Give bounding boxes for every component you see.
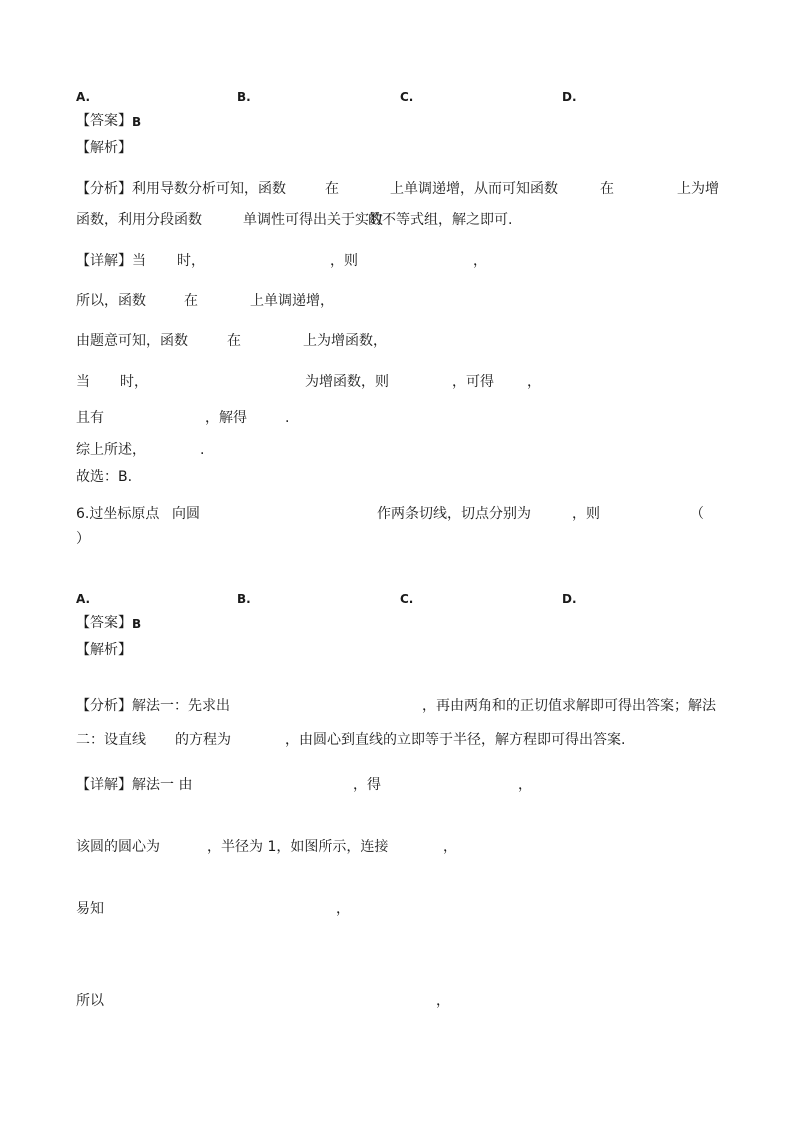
- q5-fenxi-text: 在: [600, 181, 614, 197]
- q6-detail-text: 该圆的圆心为: [76, 839, 160, 855]
- q5-answer-value: B: [132, 115, 142, 129]
- q6-analysis-label: 【解析】: [76, 642, 132, 658]
- q6-detail-text: ，半径为 1，如图所示，连接: [207, 839, 389, 855]
- q5-fenxi-text: 在: [325, 181, 339, 197]
- q5-fenxi-text: 单调性可得出关于实数: [243, 212, 383, 228]
- q5-fenxi-text: 的不等式组，解之即可.: [368, 212, 513, 228]
- q5-detail-text: 由题意可知，函数: [76, 333, 188, 349]
- q6-fenxi-text: ，由圆心到直线的立即等于半径，解方程即可得出答案.: [285, 732, 626, 748]
- q5-detail-text: 上为增函数，: [303, 333, 387, 349]
- q5-option-c: C.: [400, 90, 414, 104]
- q5-detail-text: .: [200, 442, 205, 458]
- q6-stem-text: 向圆: [172, 506, 200, 522]
- q6-fenxi-text: ，再由两角和的正切值求解即可得出答案；解法: [422, 698, 716, 714]
- q6-detail-text: ，: [336, 901, 350, 917]
- q5-option-d: D.: [562, 90, 577, 104]
- q5-fenxi-text: 【分析】利用导数分析可知，函数: [76, 181, 286, 197]
- q5-detail-text: ，可得: [452, 374, 494, 390]
- q5-detail-text: 时，: [120, 374, 148, 390]
- q6-fenxi-text: 二：设直线: [76, 732, 146, 748]
- q5-detail-text: ，: [527, 374, 541, 390]
- q6-detail-text: ，: [436, 993, 450, 1009]
- q6-stem-text: 6.过坐标原点: [76, 506, 160, 522]
- q6-fenxi-text: 【分析】解法一：先求出: [76, 698, 230, 714]
- q5-fenxi-text: 上单调递增，从而可知函数: [390, 181, 558, 197]
- q5-detail-text: ，: [473, 253, 487, 269]
- q6-detail-text: 所以: [76, 993, 104, 1009]
- q6-detail-text: ，: [443, 839, 457, 855]
- q5-detail-text: ，则: [330, 253, 358, 269]
- q6-detail-text: ，得: [353, 777, 381, 793]
- q5-detail-text: 综上所述，: [76, 442, 146, 458]
- q6-stem-text: （: [690, 506, 704, 522]
- q5-detail-text: .: [285, 410, 290, 426]
- q6-answer-label: 【答案】: [76, 615, 132, 631]
- q6-fenxi-text: 的方程为: [175, 732, 231, 748]
- q5-analysis-label: 【解析】: [76, 140, 132, 156]
- q5-detail-text: 在: [227, 333, 241, 349]
- q5-option-b: B.: [237, 90, 251, 104]
- q5-detail-text: 所以，函数: [76, 293, 146, 309]
- q6-option-a: A.: [76, 592, 91, 606]
- q5-fenxi-text: 上为增: [677, 181, 719, 197]
- q5-detail-text: 且有: [76, 410, 104, 426]
- q5-option-a: A.: [76, 90, 91, 104]
- q6-option-b: B.: [237, 592, 251, 606]
- q5-answer-label: 【答案】: [76, 113, 132, 129]
- q5-detail-text: 上单调递增，: [250, 293, 334, 309]
- q6-stem-text: ，则: [572, 506, 600, 522]
- q6-detail-text: 易知: [76, 901, 104, 917]
- q6-option-c: C.: [400, 592, 414, 606]
- q6-answer-value: B: [132, 617, 142, 631]
- q6-stem-text: 作两条切线，切点分别为: [377, 506, 531, 522]
- q5-conclusion: 故选：B.: [76, 469, 133, 485]
- q5-detail-text: 为增函数，则: [305, 374, 389, 390]
- q5-detail-text: ，解得: [205, 410, 247, 426]
- q5-detail-text: 在: [184, 293, 198, 309]
- q6-option-d: D.: [562, 592, 577, 606]
- q5-fenxi-text: 函数，利用分段函数: [76, 212, 202, 228]
- q6-detail-text: ，: [518, 777, 532, 793]
- q5-detail-text: 时，: [177, 253, 205, 269]
- q5-detail-text: 当: [76, 374, 90, 390]
- q6-detail-text: 【详解】解法一 由: [76, 777, 193, 793]
- q6-stem-text: ）: [76, 531, 90, 547]
- q5-detail-text: 【详解】当: [76, 253, 146, 269]
